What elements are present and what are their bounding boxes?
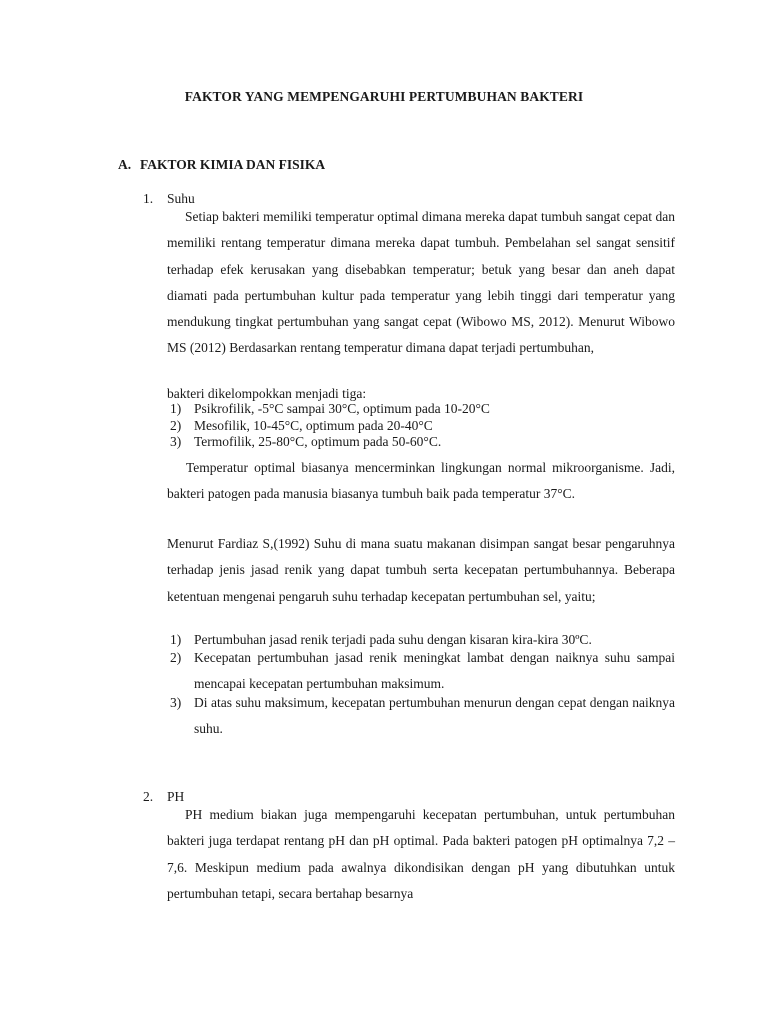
item-title: Suhu	[167, 191, 195, 206]
list-item: 2) Mesofilik, 10-45°C, optimum pada 20-40°C	[170, 417, 433, 433]
temperature-group-list	[167, 401, 675, 451]
document-title: FAKTOR YANG MEMPENGARUHI PERTUMBUHAN BAKTERI	[184, 89, 584, 104]
item-number: 1.	[143, 191, 154, 206]
item-number: 2.	[143, 789, 154, 804]
suhu-paragraph-2: Temperatur optimal biasanya mencerminkan lingkungan normal mikroorganisme. Jadi, bakteri patogen pada manusia biasanya tumbuh baik pada temperatur 37°C.	[167, 460, 675, 501]
list-item: 3) Di atas suhu maksimum, kecepatan pertumbuhan menurun dengan cepat dengan naiknya suhu.	[170, 695, 675, 736]
section-heading-a	[118, 157, 325, 173]
suhu-paragraph-1-last-line: bakteri dikelompokkan menjadi tiga:	[167, 386, 367, 401]
list-item: 1) Pertumbuhan jasad renik terjadi pada suhu dengan kisaran kira-kira 30ºC.	[170, 632, 592, 647]
list-item: 1) Psikrofilik, -5°C sampai 30°C, optimum pada 10-20°C	[170, 401, 490, 416]
section-title: FAKTOR KIMIA DAN FISIKA	[140, 157, 326, 172]
growth-rule-list	[167, 631, 675, 742]
list-item: 2) Kecepatan pertumbuhan jasad renik meningkat lambat dengan naiknya suhu sampai mencapai kecepatan pertumbuhan maksimum.	[170, 650, 675, 691]
suhu-paragraph-1: Setiap bakteri memiliki temperatur optimal dimana mereka dapat tumbuh sangat cepat dan memiliki rentang temperatur dimana mereka dapat tumbuh. Pembelahan sel sangat sensitif terhadap efek kerusakan yang disebabkan temperatur; betuk yang besar dan aneh dapat diamati pada pertumbuhan kultur pada temperatur yang lebih tinggi dari temperatur yang mendukung tingkat pertumbuhan yang sangat cepat (Wibowo MS, 2012). Menurut Wibowo MS (2012) Berdasarkan rentang temperatur dimana dapat terjadi pertumbuhan,	[167, 209, 675, 356]
item-title: PH	[167, 789, 185, 804]
list-item: 3) Termofilik, 25-80°C, optimum pada 50-60°C.	[170, 434, 442, 449]
ph-paragraph-1: PH medium biakan juga mempengaruhi kecepatan pertumbuhan, untuk pertumbuhan bakteri juga terdapat rentang pH dan pH optimal. Pada bakteri patogen pH optimalnya 7,2 – 7,6. Meskipun medium pada awalnya dikondisikan dengan pH yang dibutuhkan untuk pertumbuhan tetapi, secara bertahap besarnya	[167, 807, 675, 901]
suhu-paragraph-3: Menurut Fardiaz S,(1992) Suhu di mana suatu makanan disimpan sangat besar pengaruhnya terhadap jenis jasad renik yang dapat tumbuh serta kecepatan pertumbuhannya. Beberapa ketentuan mengenai pengaruh suhu terhadap kecepatan pertumbuhan sel, yaitu;	[167, 536, 675, 604]
section-marker: A.	[118, 157, 132, 172]
